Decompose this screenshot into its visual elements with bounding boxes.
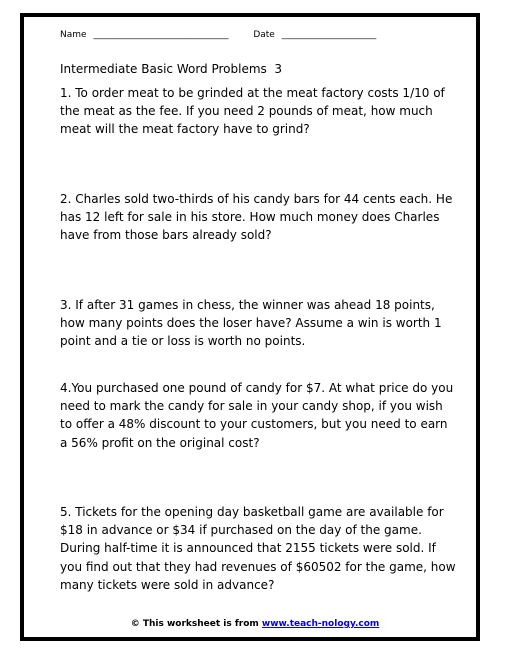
problem-line: a 56% profit on the original cost? [60, 435, 260, 450]
date-label: Date [253, 30, 275, 40]
footer-text: © This worksheet is from [130, 619, 262, 629]
name-field-line[interactable]: ______________________________ [93, 30, 229, 40]
problem-1 [60, 84, 460, 139]
name-label: Name [60, 30, 87, 40]
date-field-line[interactable]: _____________________ [281, 30, 377, 40]
problem-line: need to mark the candy for sale in your candy shop, if you wish [60, 399, 443, 414]
problem-line: to offer a 48% discount to your customers, but you need to earn [60, 417, 448, 432]
problem-line: point and a tie or loss is worth no points. [60, 334, 306, 349]
problem-4 [60, 379, 460, 452]
problem-line: 2. Charles sold two-thirds of his candy bars for 44 cents each. He [60, 192, 453, 206]
problem-line: 3. If after 31 games in chess, the winner was ahead 18 points, [60, 298, 435, 312]
problem-2 [60, 190, 460, 245]
problem-line: the meat as the fee. If you need 2 pounds of meat, how much [60, 104, 433, 119]
problem-line: you find out that they had revenues of $60502 for the game, how [60, 559, 456, 574]
problem-line: meat will the meat factory have to grind? [60, 122, 310, 137]
worksheet-title: Intermediate Basic Word Problems 3 [60, 62, 283, 76]
problem-5 [60, 503, 460, 594]
problem-3 [60, 296, 460, 351]
problem-line: 4.You purchased one pound of candy for $7. At what price do you [60, 381, 454, 395]
problem-line: 5. Tickets for the opening day basketball game are available for [60, 505, 444, 519]
problem-line: have from those bars already sold? [60, 228, 272, 243]
problem-line: During half-time it is announced that 2155 tickets were sold. If [60, 541, 436, 556]
problem-line: $18 in advance or $34 if purchased on the day of the game. [60, 523, 422, 538]
footer-link[interactable]: www.teach-nology.com [261, 619, 380, 629]
problem-line: many tickets were sold in advance? [60, 577, 275, 592]
problem-line: how many points does the loser have? Assume a win is worth 1 [60, 316, 442, 331]
problem-line: 1. To order meat to be grinded at the meat factory costs 1/10 of [60, 86, 445, 100]
footer-credit [0, 619, 510, 629]
problem-line: has 12 left for sale in his store. How much money does Charles [60, 210, 440, 225]
name-date-header [60, 30, 376, 40]
